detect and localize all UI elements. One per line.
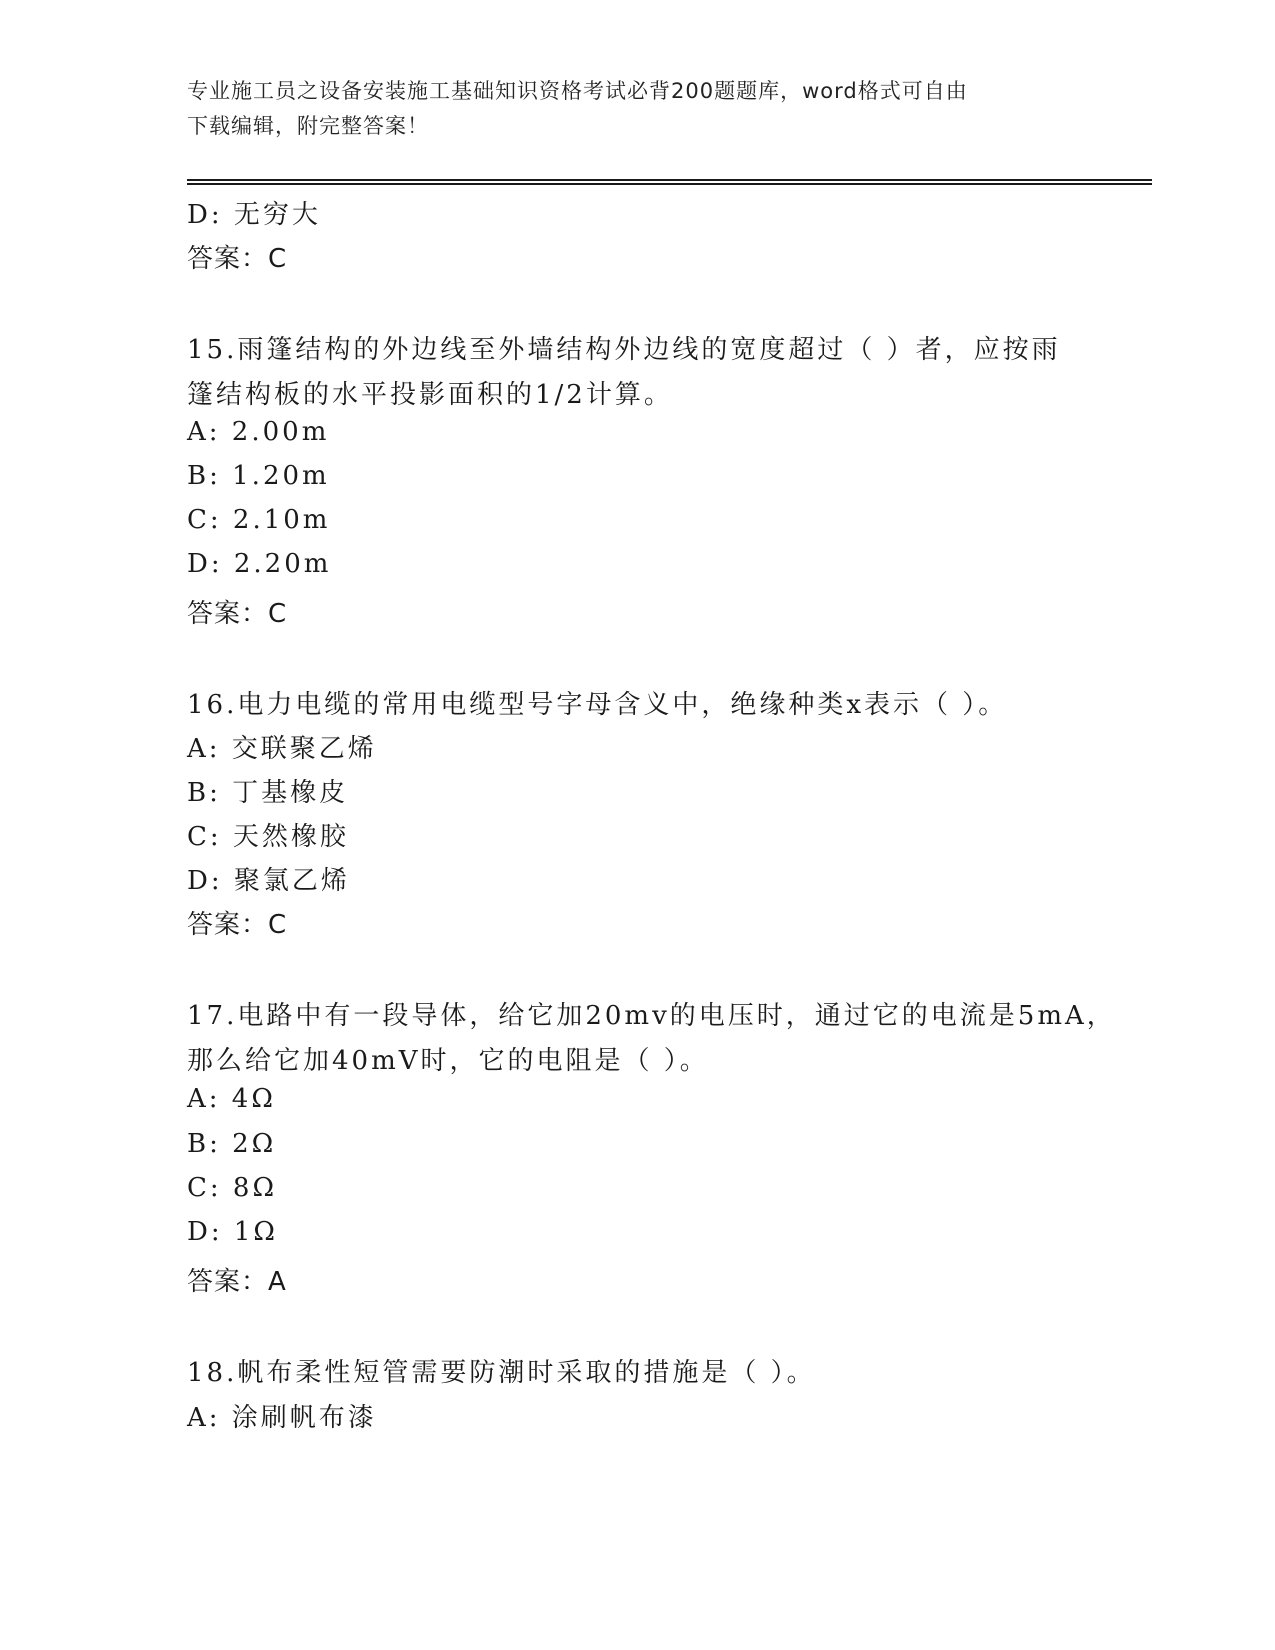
option-line: D: 1Ω [187,1217,278,1247]
header-line-1: 专业施工员之设备安装施工基础知识资格考试必背200题题库，word格式可自由 [187,79,968,103]
question-stem: 17.电路中有一段导体，给它加20mv的电压时，通过它的电流是5mA， [187,1001,1116,1031]
option-line: C: 天然橡胶 [187,822,349,852]
answer-line: 答案：A [187,1267,287,1297]
question-stem: 16.电力电缆的常用电缆型号字母含义中，绝缘种类x表示（ ）。 [187,690,1008,720]
option-line: D: 聚氯乙烯 [187,866,350,896]
question-stem: 那么给它加40mV时，它的电阻是（ ）。 [187,1046,709,1076]
header-divider-bottom [187,183,1152,185]
option-line: C: 8Ω [187,1173,278,1203]
question-stem: 18.帆布柔性短管需要防潮时采取的措施是（ ）。 [187,1358,816,1388]
option-line: B: 丁基橡皮 [187,778,349,808]
option-line: D: 无穷大 [187,200,321,230]
option-line: A: 4Ω [187,1084,276,1114]
option-line: A: 交联聚乙烯 [187,734,377,764]
option-line: B: 2Ω [187,1129,277,1159]
option-line: B: 1.20m [187,461,330,491]
answer-line: 答案：C [187,599,288,629]
document-header [187,74,1087,144]
option-line: A: 2.00m [187,417,330,447]
question-stem: 15.雨篷结构的外边线至外墙结构外边线的宽度超过（ ）者，应按雨 [187,335,1061,365]
option-line: C: 2.10m [187,505,331,535]
header-divider-top [187,179,1152,181]
answer-line: 答案：C [187,910,288,940]
header-line-2: 下载编辑，附完整答案！ [187,114,429,138]
answer-line: 答案：C [187,244,288,274]
question-stem: 篷结构板的水平投影面积的1/2计算。 [187,380,673,410]
option-line: A: 涂刷帆布漆 [187,1403,377,1433]
option-line: D: 2.20m [187,549,332,579]
